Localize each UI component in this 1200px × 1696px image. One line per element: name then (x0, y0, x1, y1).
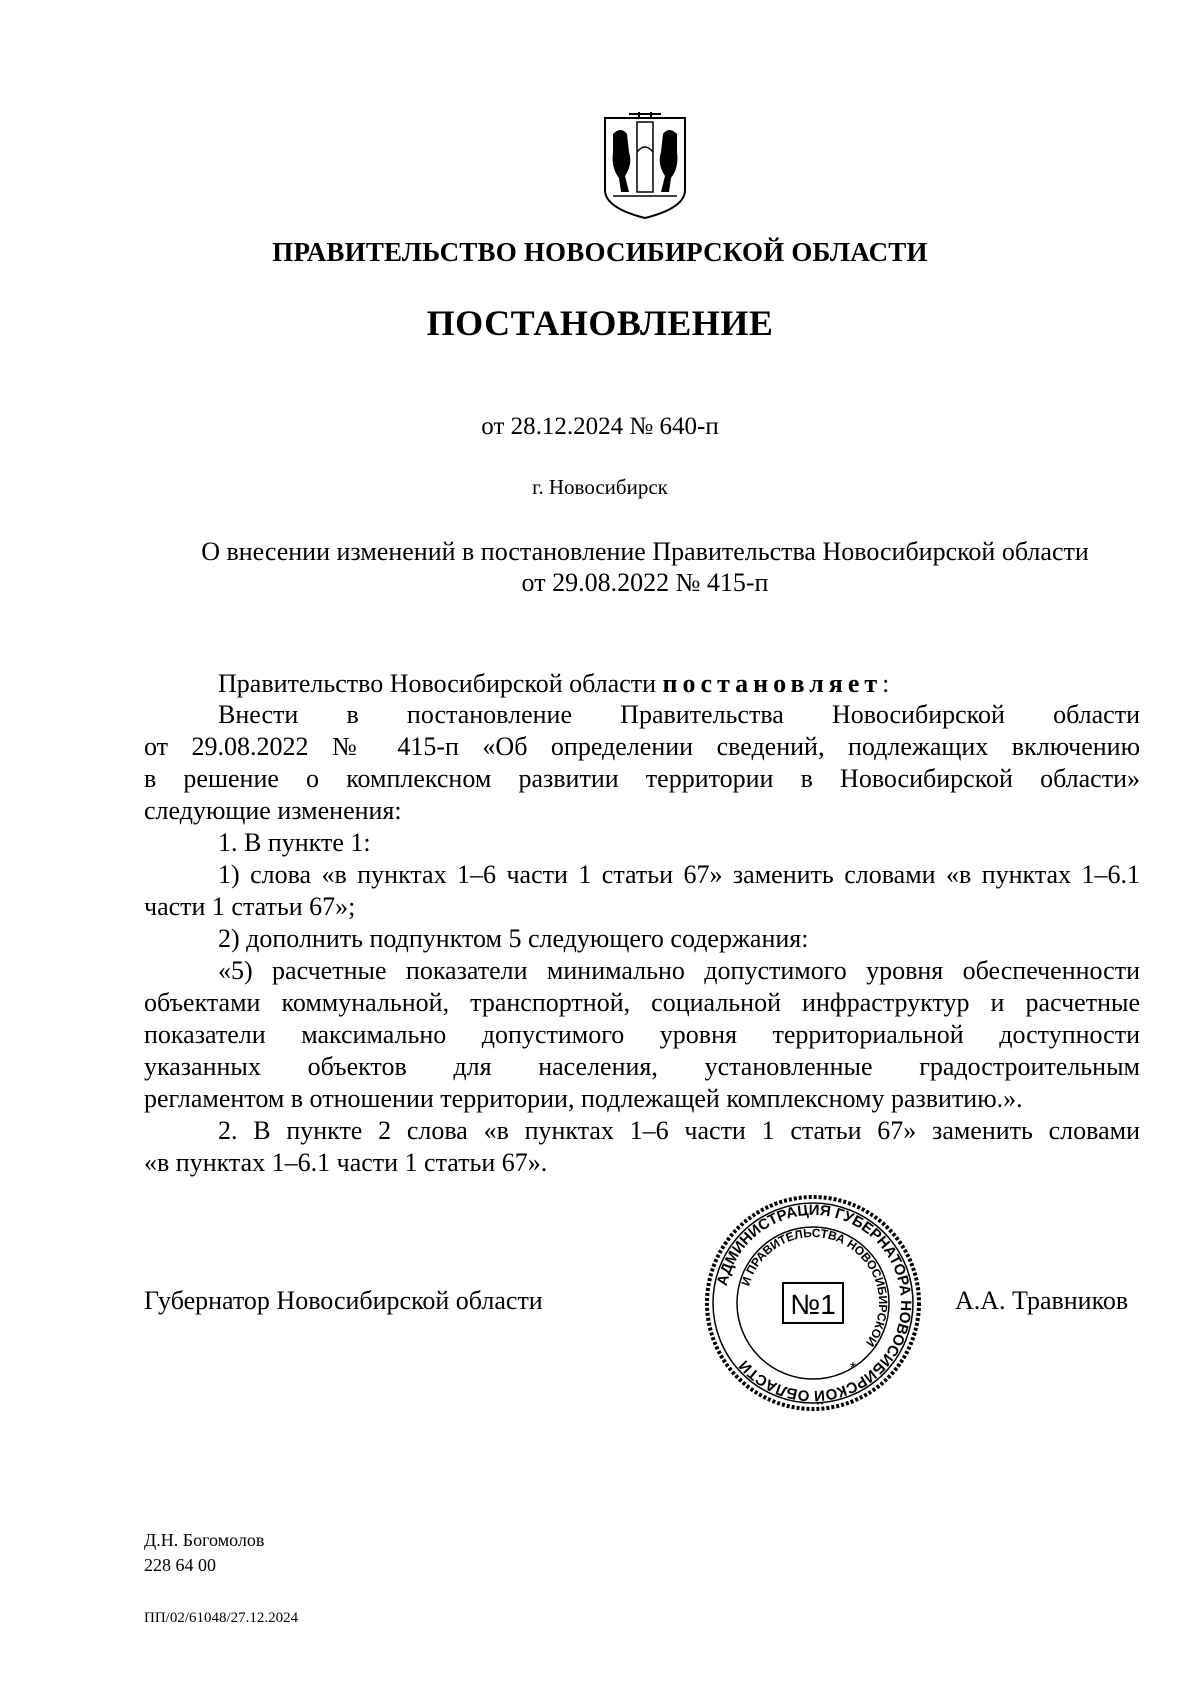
quote-line-2: объектами коммунальной, транспортной, социальной инфраструктур и расчетные (144, 988, 1140, 1017)
date-prefix: от (481, 413, 505, 440)
document-type-title: ПОСТАНОВЛЕНИЕ (426, 303, 774, 343)
document-code: ПП/02/61048/27.12.2024 (144, 1610, 299, 1626)
seal-outer-text: АДМИНИСТРАЦИЯ ГУБЕРНАТОРА НОВОСИБИРСКОЙ ОБЛАСТИ (713, 1201, 915, 1405)
quote-line-1: «5) расчетные показатели минимально допустимого уровня обеспеченности (218, 956, 1140, 985)
preamble-verb: постановляет (662, 669, 883, 698)
official-seal-stamp (703, 1193, 923, 1413)
quote-line-4: указанных объектов для населения, установленные градостроительным (144, 1052, 1140, 1081)
executor-phone: 228 64 00 (144, 1555, 216, 1575)
item-2-line-2: «в пунктах 1–6.1 части 1 статьи 67». (144, 1148, 548, 1177)
seal-number: №1 (790, 1289, 836, 1320)
coat-of-arms-emblem (599, 112, 691, 222)
seal-inner-text: И ПРАВИТЕЛЬСТВА НОВОСИБИРСКОЙ (738, 1225, 891, 1350)
item-1: 1. В пункте 1: (218, 828, 371, 857)
preamble-end: : (882, 669, 890, 698)
city-name: г. Новосибирск (532, 475, 668, 499)
number-prefix: № (629, 413, 654, 440)
document-date: 28.12.2024 (510, 413, 624, 440)
document-subject (150, 536, 1140, 598)
subject-line-1: О внесении изменений в постановление Правительства Новосибирской области (201, 537, 1089, 566)
item-1-1-line-1: 1) слова «в пунктах 1–6 части 1 статьи 67» заменить словами «в пунктах 1–6.1 (218, 860, 1140, 889)
item-2-line-1: 2. В пункте 2 слова «в пунктах 1–6 части 1 статьи 67» заменить словами (218, 1116, 1140, 1145)
quote-line-3: показатели максимально допустимого уровня территориальной доступности (144, 1020, 1140, 1049)
seal-star: * (849, 1360, 857, 1377)
signatory-title: Губернатор Новосибирской области (144, 1286, 543, 1315)
item-1-2: 2) дополнить подпунктом 5 следующего содержания: (218, 924, 809, 953)
signatory-name: А.А. Травников (955, 1286, 1129, 1315)
subject-line-2: от 29.08.2022 № 415-п (521, 568, 769, 597)
item-1-1-line-2: части 1 статьи 67»; (144, 892, 356, 921)
organization-name: ПРАВИТЕЛЬСТВО НОВОСИБИРСКОЙ ОБЛАСТИ (272, 237, 928, 267)
para1-line-2: от 29.08.2022 № 415-п «Об определении сведений, подлежащих включению (144, 732, 1140, 761)
para1-line-4: следующие изменения: (144, 796, 402, 825)
document-date-number-line (0, 413, 1200, 441)
executor-name: Д.Н. Богомолов (144, 1530, 265, 1550)
para1-line-3: в решение о комплексном развитии территории в Новосибирской области» (144, 764, 1140, 793)
quote-line-5: регламентом в отношении территории, подлежащей комплексному развитию.». (144, 1084, 1023, 1113)
para1-line-1: Внести в постановление Правительства Новосибирской области (218, 700, 1140, 729)
preamble (144, 668, 1140, 700)
document-number: 640-п (659, 413, 719, 440)
preamble-text: Правительство Новосибирской области (218, 669, 663, 698)
